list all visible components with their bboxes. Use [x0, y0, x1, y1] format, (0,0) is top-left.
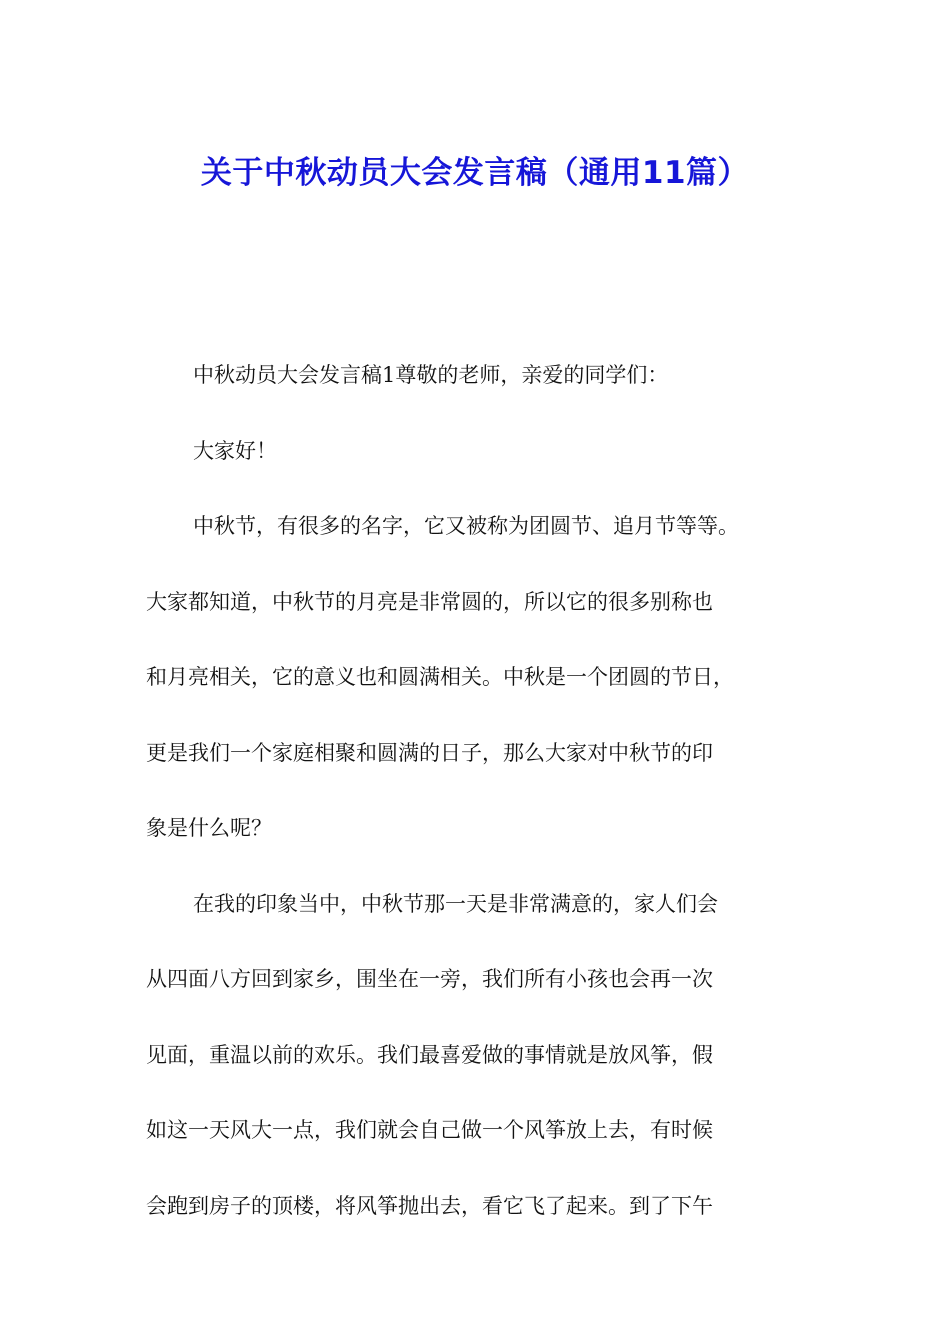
document-title: 关于中秋动员大会发言稿（通用11篇） [200, 154, 750, 191]
text-line: 更是我们一个家庭相聚和圆满的日子，那么大家对中秋节的印 [146, 740, 713, 765]
text-line: 在我的印象当中，中秋节那一天是非常满意的，家人们会 [193, 891, 718, 916]
text-line: 会跑到房子的顶楼，将风筝抛出去，看它飞了起来。到了下午 [146, 1193, 713, 1218]
text-line: 大家都知道，中秋节的月亮是非常圆的，所以它的很多别称也 [146, 589, 713, 614]
text-line: 从四面八方回到家乡，围坐在一旁，我们所有小孩也会再一次 [146, 967, 713, 991]
text-line: 中秋动员大会发言稿1尊敬的老师，亲爱的同学们： [193, 363, 669, 387]
text-line: 和月亮相关，它的意义也和圆满相关。中秋是一个团圆的节日， [146, 665, 734, 689]
text-line: 中秋节，有很多的名字，它又被称为团圆节、追月节等等。 [193, 514, 739, 538]
text-line: 如这一天风大一点，我们就会自己做一个风筝放上去，有时候 [146, 1118, 713, 1142]
text-line: 见面，重温以前的欢乐。我们最喜爱做的事情就是放风筝，假 [146, 1042, 713, 1067]
text-line: 大家好！ [193, 438, 277, 463]
document-body [146, 338, 826, 1244]
text-line: 象是什么呢？ [146, 816, 272, 840]
